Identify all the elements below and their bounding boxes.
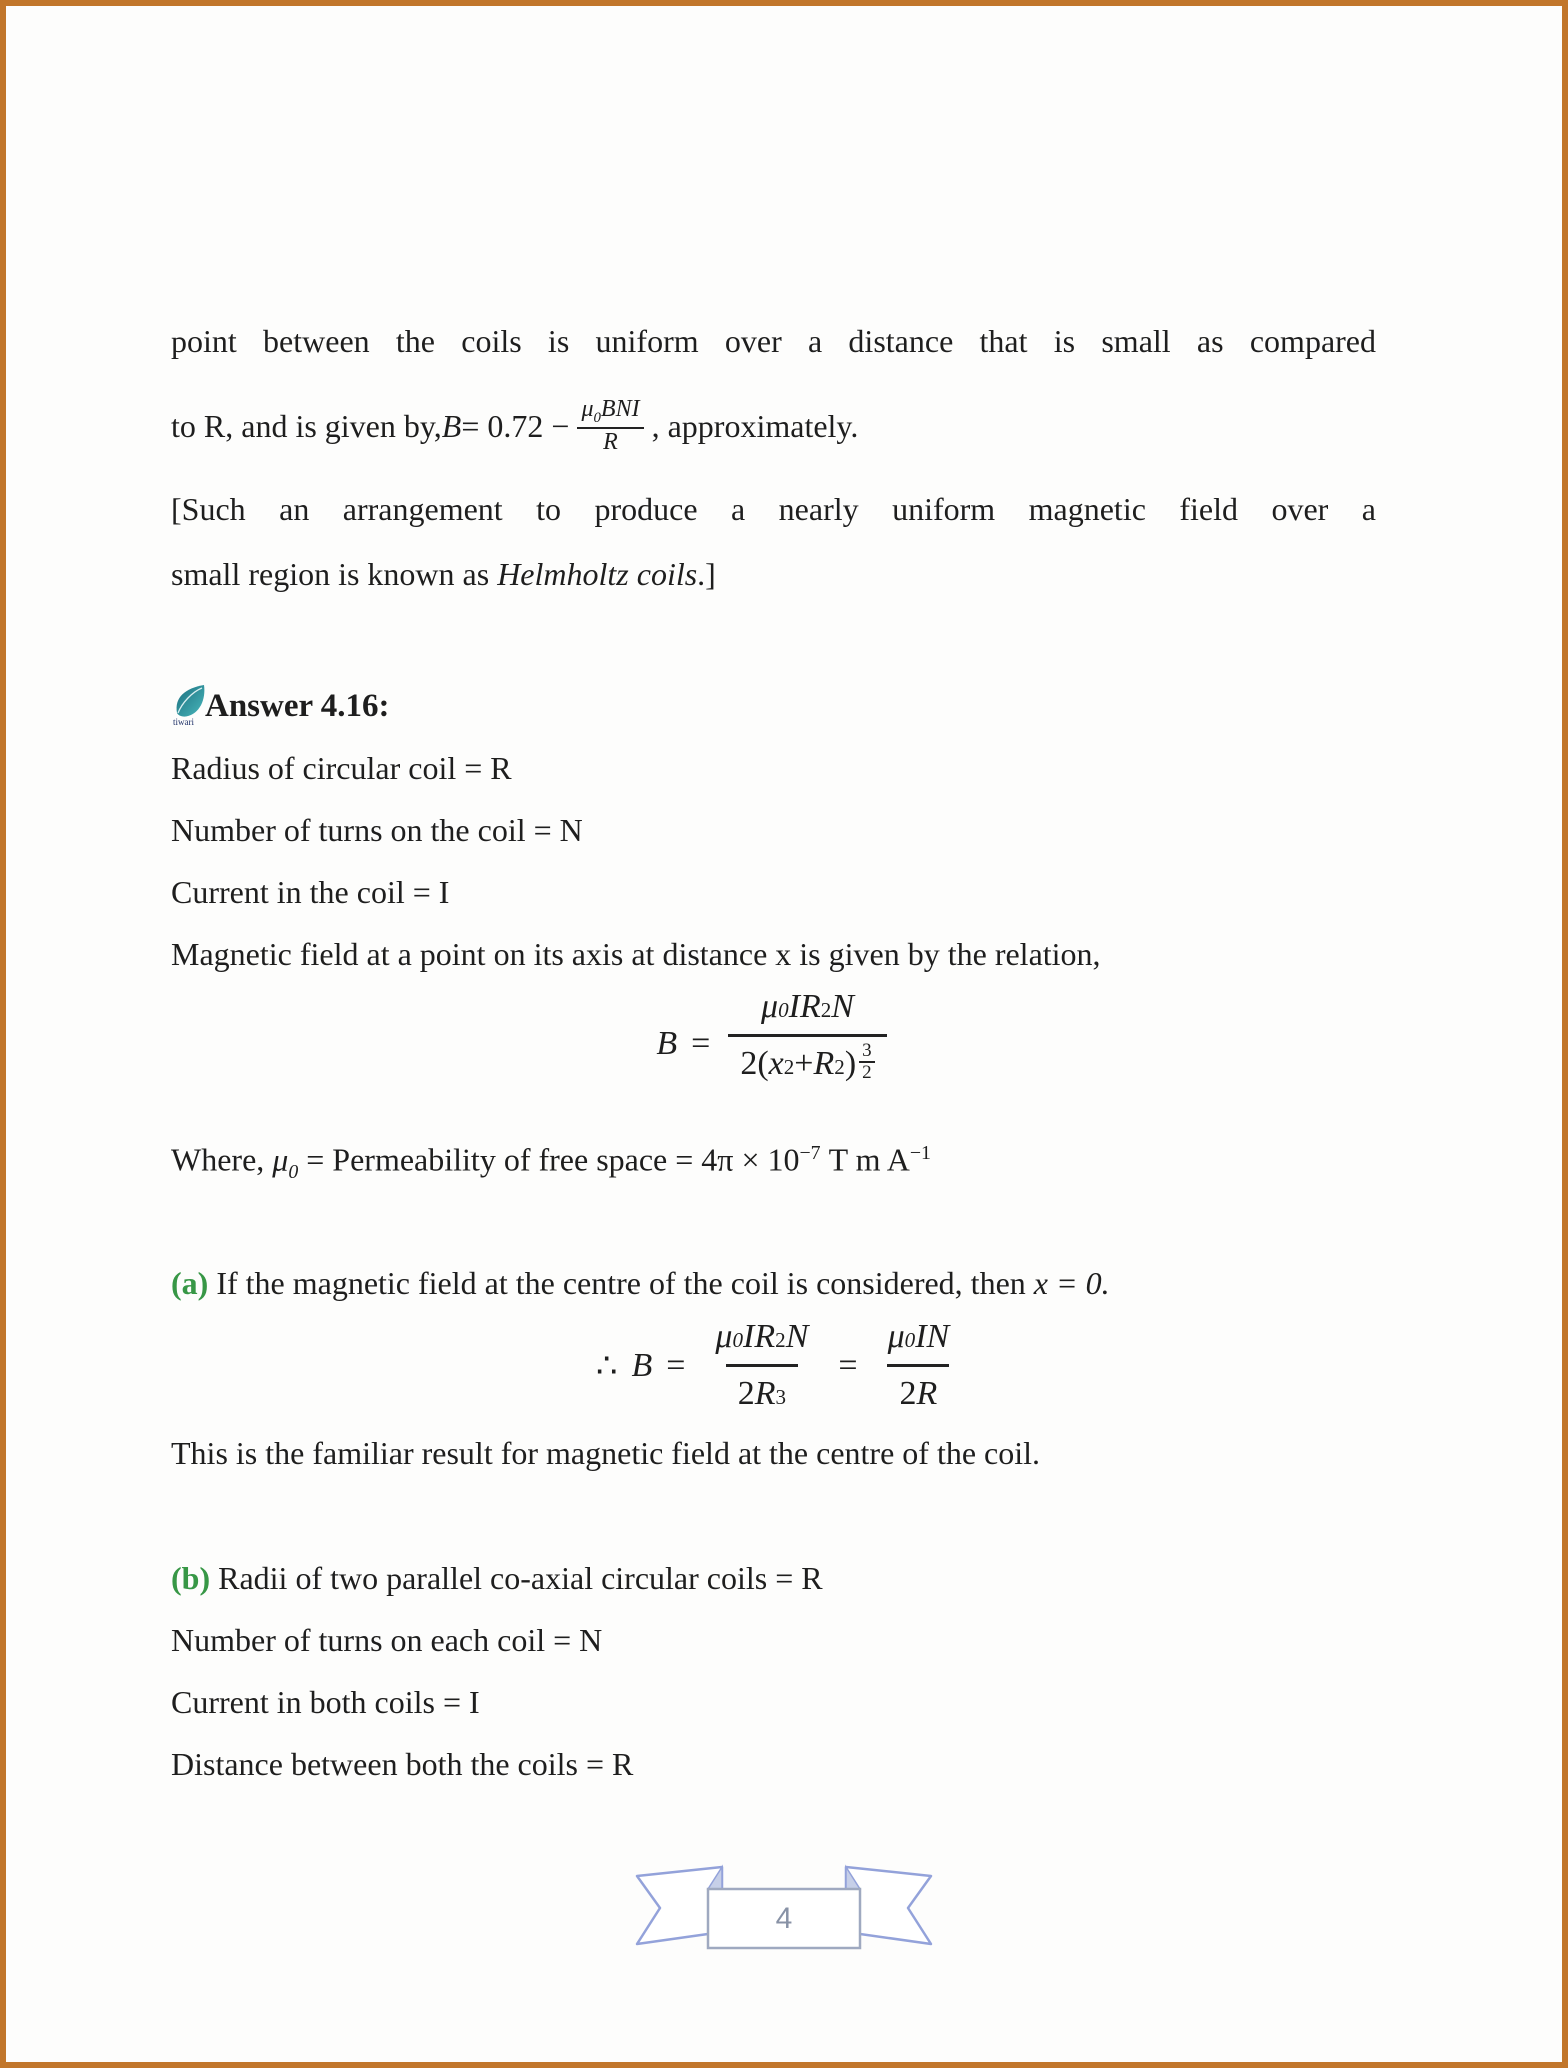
var-R: R xyxy=(813,1045,835,1082)
f2num-IN: IN xyxy=(915,1318,950,1355)
mu-symbol: μ xyxy=(581,395,594,422)
exponent-2: 2 xyxy=(820,998,832,1022)
familiar-result-line: This is the familiar result for magnetic field at the centre of the coil. xyxy=(171,1435,1041,1471)
mu-subscript: 0 xyxy=(288,1161,299,1184)
numerator-rest: BNI xyxy=(600,395,640,422)
part-b-line-4: Distance between both the coils = R xyxy=(171,1746,634,1782)
part-b-line-1 xyxy=(171,1547,1376,1609)
part-b-line-3: Current in both coils = I xyxy=(171,1684,480,1720)
given-turns: Number of turns on the coil = N xyxy=(171,812,583,848)
given-current: Current in the coil = I xyxy=(171,874,450,910)
answer-given-list xyxy=(171,737,1376,985)
exponent-2: 2 xyxy=(775,1328,786,1352)
formula-axial-field xyxy=(171,988,1376,1101)
formula1-fraction xyxy=(728,988,886,1101)
var-R: R xyxy=(916,1375,938,1412)
f1num-N: N xyxy=(785,1318,809,1355)
given-radius: Radius of circular coil = R xyxy=(171,750,512,786)
part-a-line xyxy=(171,1260,1376,1306)
answer-heading xyxy=(171,678,1376,734)
equals-sign: = xyxy=(666,1346,686,1384)
den-2: 2 xyxy=(737,1375,755,1412)
mu-symbol: μ xyxy=(761,988,779,1025)
where-pre: Where, xyxy=(171,1141,273,1178)
formula2-fraction-1 xyxy=(703,1318,820,1413)
den-open: 2( xyxy=(740,1045,769,1082)
note-line-1: [Such an arrangement to produce a nearly uniform magnetic field over a xyxy=(171,491,1376,527)
page-number-ribbon xyxy=(634,1862,934,1959)
formula1-num-N: N xyxy=(831,988,854,1025)
formula-centre-field xyxy=(171,1318,1376,1413)
where-mid: = Permeability of free space = 4π × 10 xyxy=(298,1141,800,1178)
mu-subscript: 0 xyxy=(904,1328,916,1352)
mu-subscript: 0 xyxy=(732,1328,744,1352)
part-a-text: If the magnetic field at the centre of the coil is considered, then xyxy=(208,1265,1034,1301)
units: T m A xyxy=(820,1141,910,1178)
equals-sign: = xyxy=(838,1346,858,1384)
exp-den: 2 xyxy=(859,1061,875,1083)
intro-eq: = 0.72 − xyxy=(461,407,570,444)
mu-symbol: μ xyxy=(715,1318,733,1355)
mu-symbol: μ xyxy=(887,1318,905,1355)
therefore-symbol: ∴ xyxy=(595,1347,618,1385)
part-b-label: (b) xyxy=(171,1560,211,1596)
intro-line2-pre: to R, and is given by, xyxy=(171,407,442,444)
exponent-2: 2 xyxy=(834,1055,845,1079)
given-relation: Magnetic field at a point on its axis at distance x is given by the relation, xyxy=(171,936,1101,972)
mu-subscript: 0 xyxy=(778,998,789,1022)
part-b-line-2: Number of turns on each coil = N xyxy=(171,1622,603,1658)
inline-fraction xyxy=(577,396,643,456)
exponent-3: 3 xyxy=(775,1385,787,1409)
x-equals-zero: x = 0. xyxy=(1033,1265,1110,1301)
part-b-line1-text: Radii of two parallel co-axial circular coils = R xyxy=(210,1560,823,1596)
part-a-label: (a) xyxy=(171,1265,209,1301)
where-line xyxy=(171,1130,1376,1195)
exponent-2: 2 xyxy=(783,1055,795,1079)
den-2: 2 xyxy=(899,1375,917,1412)
den-close: ) xyxy=(844,1045,857,1082)
note-line2-post: .] xyxy=(697,556,716,592)
f1num-IR: IR xyxy=(743,1318,776,1355)
mu-symbol: μ xyxy=(272,1141,289,1178)
intro-line2-post: , approximately. xyxy=(651,407,859,444)
intro-line-1: point between the coils is uniform over a distance that is small as compared xyxy=(171,323,1376,359)
intro-line-2 xyxy=(171,380,1376,472)
var-B: B xyxy=(441,407,462,444)
plus-sign: + xyxy=(794,1045,814,1082)
part-b-list xyxy=(171,1547,1376,1795)
helmholtz-coils-italic: Helmholtz coils xyxy=(497,556,698,592)
formula2-lhs: B xyxy=(631,1346,653,1384)
logo-text: tiwari xyxy=(173,716,194,727)
mu-subscript: 0 xyxy=(593,409,601,426)
power-minus-7: −7 xyxy=(799,1142,821,1164)
page-number: 4 xyxy=(775,1902,793,1935)
power-minus-1: −1 xyxy=(909,1142,931,1164)
equals-sign: = xyxy=(691,1025,711,1063)
tiwari-academy-leaf-icon xyxy=(171,683,211,734)
exponent-three-halves xyxy=(859,1041,875,1083)
var-x: x xyxy=(768,1045,784,1082)
answer-title: Answer 4.16: xyxy=(205,688,390,724)
note-line2-pre: small region is known as xyxy=(171,556,498,592)
formula2-fraction-2 xyxy=(876,1318,962,1413)
note-line-2 xyxy=(171,551,1376,597)
exp-num: 3 xyxy=(862,1040,872,1061)
formula1-lhs: B xyxy=(656,1025,678,1063)
var-R: R xyxy=(754,1375,776,1412)
formula1-num-IR: IR xyxy=(788,988,821,1025)
denominator: R xyxy=(577,427,643,457)
